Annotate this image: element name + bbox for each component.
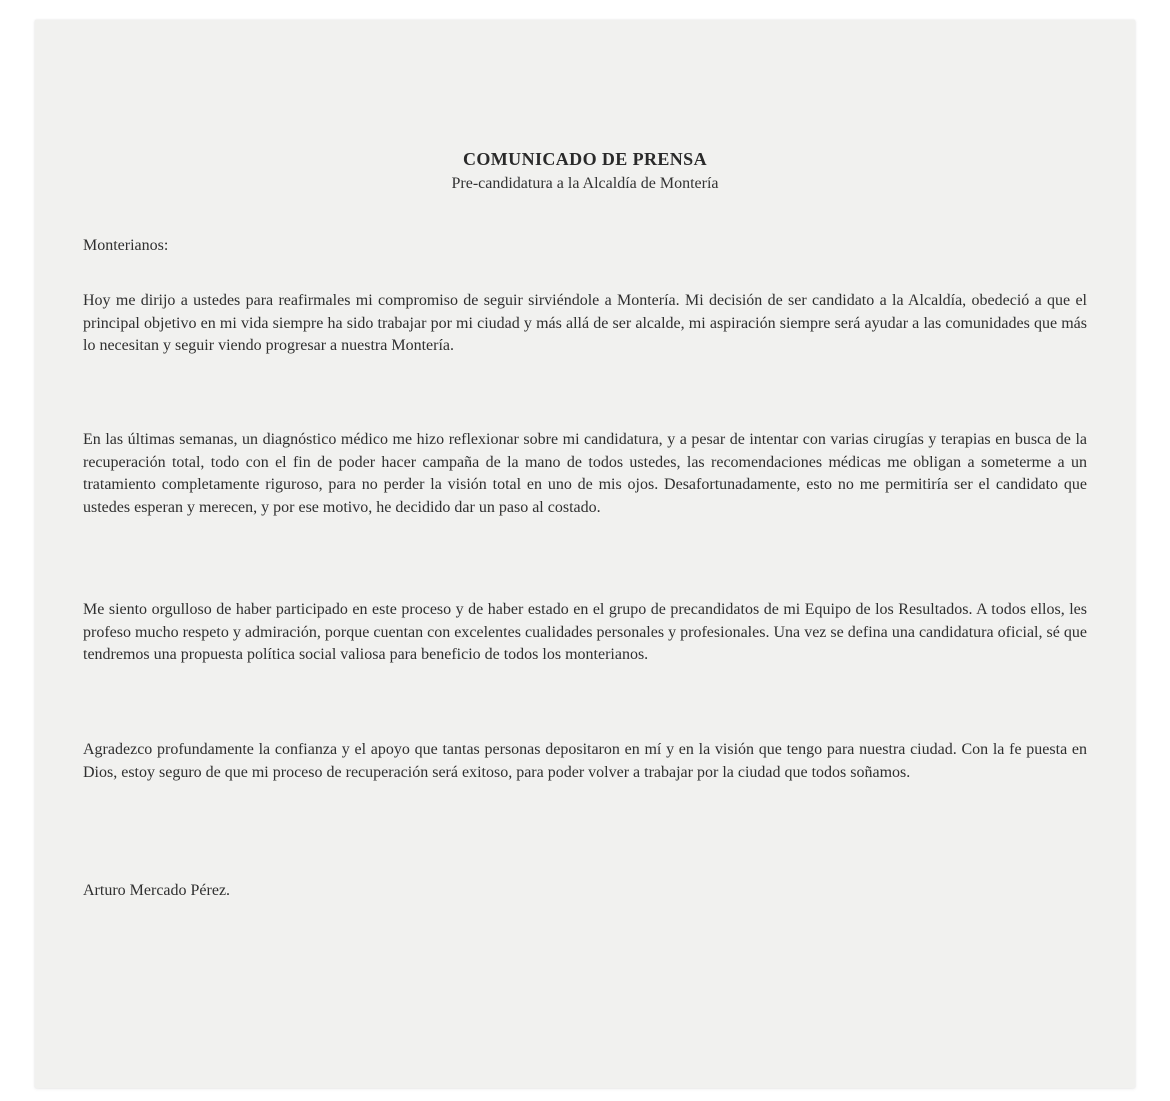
document-subtitle: Pre-candidatura a la Alcaldía de Montería (451, 175, 719, 192)
press-release-page (35, 20, 1135, 1088)
signature: Arturo Mercado Pérez. (83, 882, 231, 899)
paragraph-3: Me siento orgulloso de haber participado en este proceso y de haber estado en el grupo de precandidatos de mi Equipo de los Resultados. A todos ellos, les profeso mucho respeto y admiración, porque cuentan con excelentes cualidades personales y profesionales. Una vez se defina una candidatura oficial, sé que tendremos una propuesta política social valiosa para beneficio de todos los monterianos. (83, 601, 1087, 663)
document-title: COMUNICADO DE PRENSA (462, 149, 707, 169)
salutation: Monterianos: (83, 237, 169, 254)
paragraph-2: En las últimas semanas, un diagnóstico médico me hizo reflexionar sobre mi candidatura, y a pesar de intentar con varias cirugías y terapias en busca de la recuperación total, todo con el fin de poder hacer campaña de la mano de todos ustedes, las recomendaciones médicas me obligan a someterme a un tratamiento completamente riguroso, para no perder la visión total en uno de mis ojos. Desafortunadamente, esto no me permitiría ser el candidato que ustedes esperan y merecen, y por ese motivo, he decidido dar un paso al costado. (83, 431, 1087, 516)
paragraph-1: Hoy me dirijo a ustedes para reafirmales mi compromiso de seguir sirviéndole a Montería. Mi decisión de ser candidato a la Alcaldía, obedeció a que el principal objetivo en mi vida siempre ha sido trabajar por mi ciudad y más allá de ser alcalde, mi aspiración siempre será ayudar a las comunidades que más lo necesitan y seguir viendo progresar a nuestra Montería. (83, 292, 1087, 354)
document-header (35, 147, 1135, 196)
paragraph-4: Agradezco profundamente la confianza y el apoyo que tantas personas depositaron en mí y en la visión que tengo para nuestra ciudad. Con la fe puesta en Dios, estoy seguro de que mi proceso de recuperación será exitoso, para poder volver a trabajar por la ciudad que todos soñamos. (83, 741, 1087, 781)
